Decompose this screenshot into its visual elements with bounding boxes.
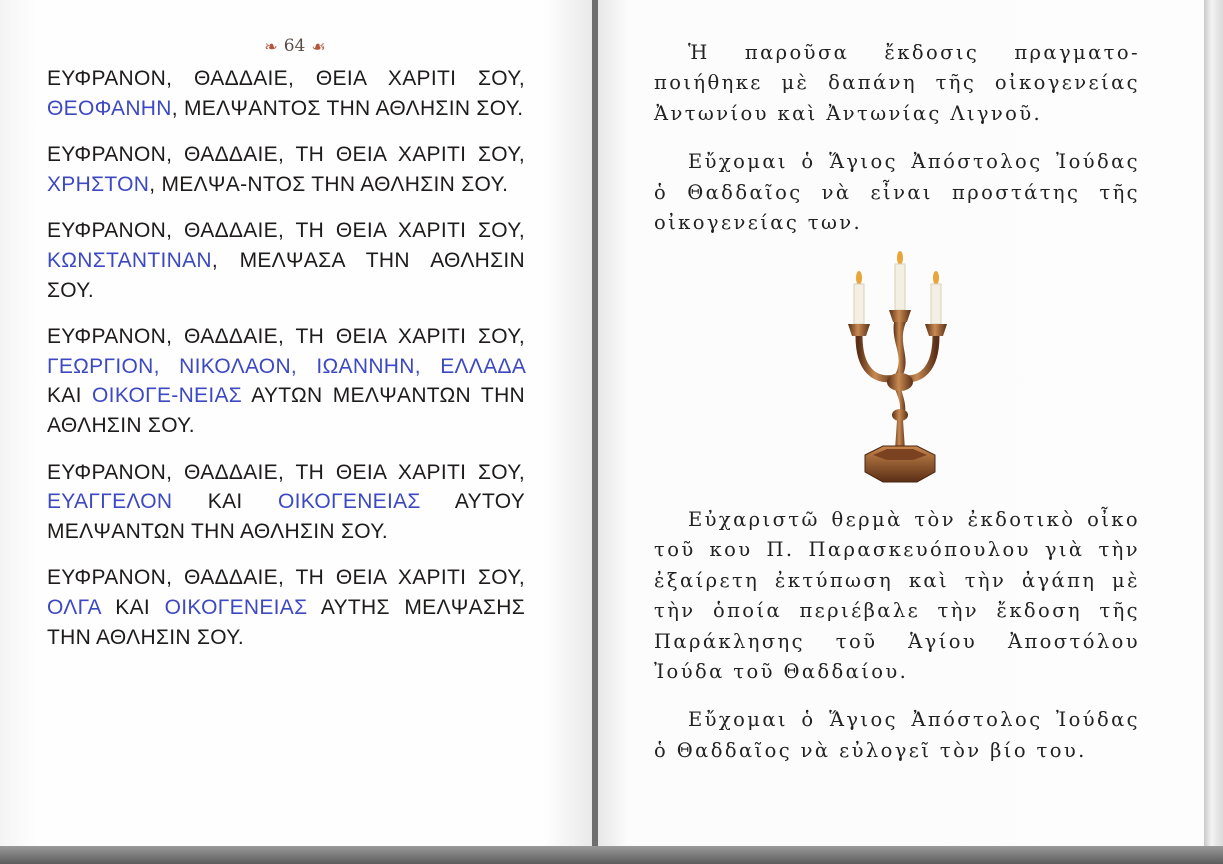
commemorated-name: ΟΙΚΟΓΕ-ΝΕΙΑΣ	[92, 384, 243, 408]
stanza-text: ΑΥΤΟΥ ΜΕΛΨΑΝΤΩΝ ΤΗΝ ΑΘΛΗΣΙΝ ΣΟΥ.	[47, 490, 525, 543]
stanza-text: ΕΥΦΡΑΝΟΝ, ΘΑΔΔΑΙΕ, ΤΗ ΘΕΙΑ ΧΑΡΙΤΙ ΣΟΥ,	[47, 460, 525, 484]
dedication-text	[654, 38, 1140, 256]
commemorated-name: ΟΛΓΑ	[47, 595, 101, 619]
book-bottom-shadow	[0, 846, 1223, 864]
stanza-text: ΚΑΙ	[172, 490, 278, 514]
prayer-stanza	[47, 140, 525, 199]
candelabra-icon	[835, 250, 965, 495]
page-edge	[1204, 0, 1223, 864]
page-number: 64	[283, 36, 306, 56]
stanza-text: ΕΥΦΡΑΝΟΝ, ΘΑΔΔΑΙΕ, ΤΗ ΘΕΙΑ ΧΑΡΙΤΙ ΣΟΥ,	[47, 143, 525, 167]
dedication-top	[654, 38, 1140, 238]
prayer-stanza	[47, 563, 525, 652]
page-number-header	[230, 36, 360, 56]
commemorated-name: ΕΥΑΓΓΕΛΟΝ	[47, 490, 173, 514]
commemorated-name: ΓΕΩΡΓΙΟΝ, ΝΙΚΟΛΑΟΝ, ΙΩΑΝΝΗΝ, ΕΛΛΑΔΑ	[47, 354, 525, 378]
prayer-text	[47, 64, 525, 669]
commemorated-name: ΟΙΚΟΓΕΝΕΙΑΣ	[277, 490, 421, 514]
stanza-text: ΕΥΦΡΑΝΟΝ, ΘΑΔΔΑΙΕ, ΤΗ ΘΕΙΑ ΧΑΡΙΤΙ ΣΟΥ,	[47, 219, 525, 243]
thanks-paragraphs	[654, 505, 1140, 766]
dedication-paragraph: Εὐχαριστῶ θερμὰ τὸν ἐκδοτικὸ οἶκο τοῦ κου Π. Παρασκευόπουλου γιὰ τὴν ἐξαίρετη ἐκτύπωση καὶ τὴν ἀγάπη μὲ τὴν ὁποία περιέβαλε τὴν ἔκδοση τῆς Παράκλησης τοῦ Ἁγίου Ἀποστόλου Ἰούδα τοῦ Θαδδαίου.	[654, 508, 1140, 684]
dedication-paragraph: Ἡ παροῦσα ἔκδοσις πραγματο-ποιήθηκε μὲ δαπάνη τῆς οἰκογενείας Ἀντωνίου καὶ Ἀντωνίας Λιγνοῦ.	[654, 41, 1140, 125]
stanza-text: , ΜΕΛΨΑΝΤΟΣ ΤΗΝ ΑΘΛΗΣΙΝ ΣΟΥ.	[171, 96, 524, 120]
ornament-right-icon: ☙	[311, 36, 326, 56]
prayer-stanza	[47, 322, 525, 440]
commemorated-name: ΘΕΟΦΑΝΗΝ	[47, 96, 172, 120]
left-page	[0, 0, 592, 856]
stanza-text: ΚΑΙ	[100, 595, 165, 619]
commemorated-name: ΟΙΚΟΓΕΝΕΙΑΣ	[164, 595, 308, 619]
prayer-stanza	[47, 64, 525, 123]
stanza-text: ΑΥΤΩΝ ΜΕΛΨΑΝΤΩΝ ΤΗΝ ΑΘΛΗΣΙΝ ΣΟΥ.	[47, 384, 525, 437]
stanza-text: ΚΑΙ	[47, 384, 93, 408]
commemorated-name: ΚΩΝΣΤΑΝΤΙΝΑΝ	[47, 248, 212, 272]
stanza-text: ΑΥΤΗΣ ΜΕΛΨΑΣΗΣ ΤΗΝ ΑΘΛΗΣΙΝ ΣΟΥ.	[47, 595, 525, 649]
prayer-stanza	[47, 458, 525, 547]
commemorated-name: ΧΡΗΣΤΟΝ	[47, 172, 150, 196]
stanza-text: ΕΥΦΡΑΝΟΝ, ΘΑΔΔΑΙΕ, ΤΗ ΘΕΙΑ ΧΑΡΙΤΙ ΣΟΥ,	[47, 566, 525, 590]
dedication-paragraph: Εὔχομαι ὁ Ἅγιος Ἀπόστολος Ἰούδας ὁ Θαδδαῖος νὰ εὐλογεῖ τὸν βίο του.	[654, 708, 1140, 762]
stanza-text: ΕΥΦΡΑΝΟΝ, ΘΑΔΔΑΙΕ, ΤΗ ΘΕΙΑ ΧΑΡΙΤΙ ΣΟΥ,	[47, 325, 525, 349]
stanza-text: , ΜΕΛΨΑΣΑ ΤΗΝ ΑΘΛΗΣΙΝ ΣΟΥ.	[47, 248, 525, 302]
dedication-paragraph: Εὔχομαι ὁ Ἅγιος Ἀπόστολος Ἰούδας ὁ Θαδδαῖος νὰ εἶναι προστάτης τῆς οἰκογενείας των.	[654, 150, 1140, 235]
thanks-text	[654, 505, 1140, 784]
stanza-text: , ΜΕΛΨΑ-ΝΤΟΣ ΤΗΝ ΑΘΛΗΣΙΝ ΣΟΥ.	[149, 172, 509, 196]
prayer-stanza	[47, 216, 525, 305]
stanza-text: ΕΥΦΡΑΝΟΝ, ΘΑΔΔΑΙΕ, ΘΕΙΑ ΧΑΡΙΤΙ ΣΟΥ,	[47, 67, 525, 90]
ornament-left-icon: ❧	[264, 36, 278, 56]
